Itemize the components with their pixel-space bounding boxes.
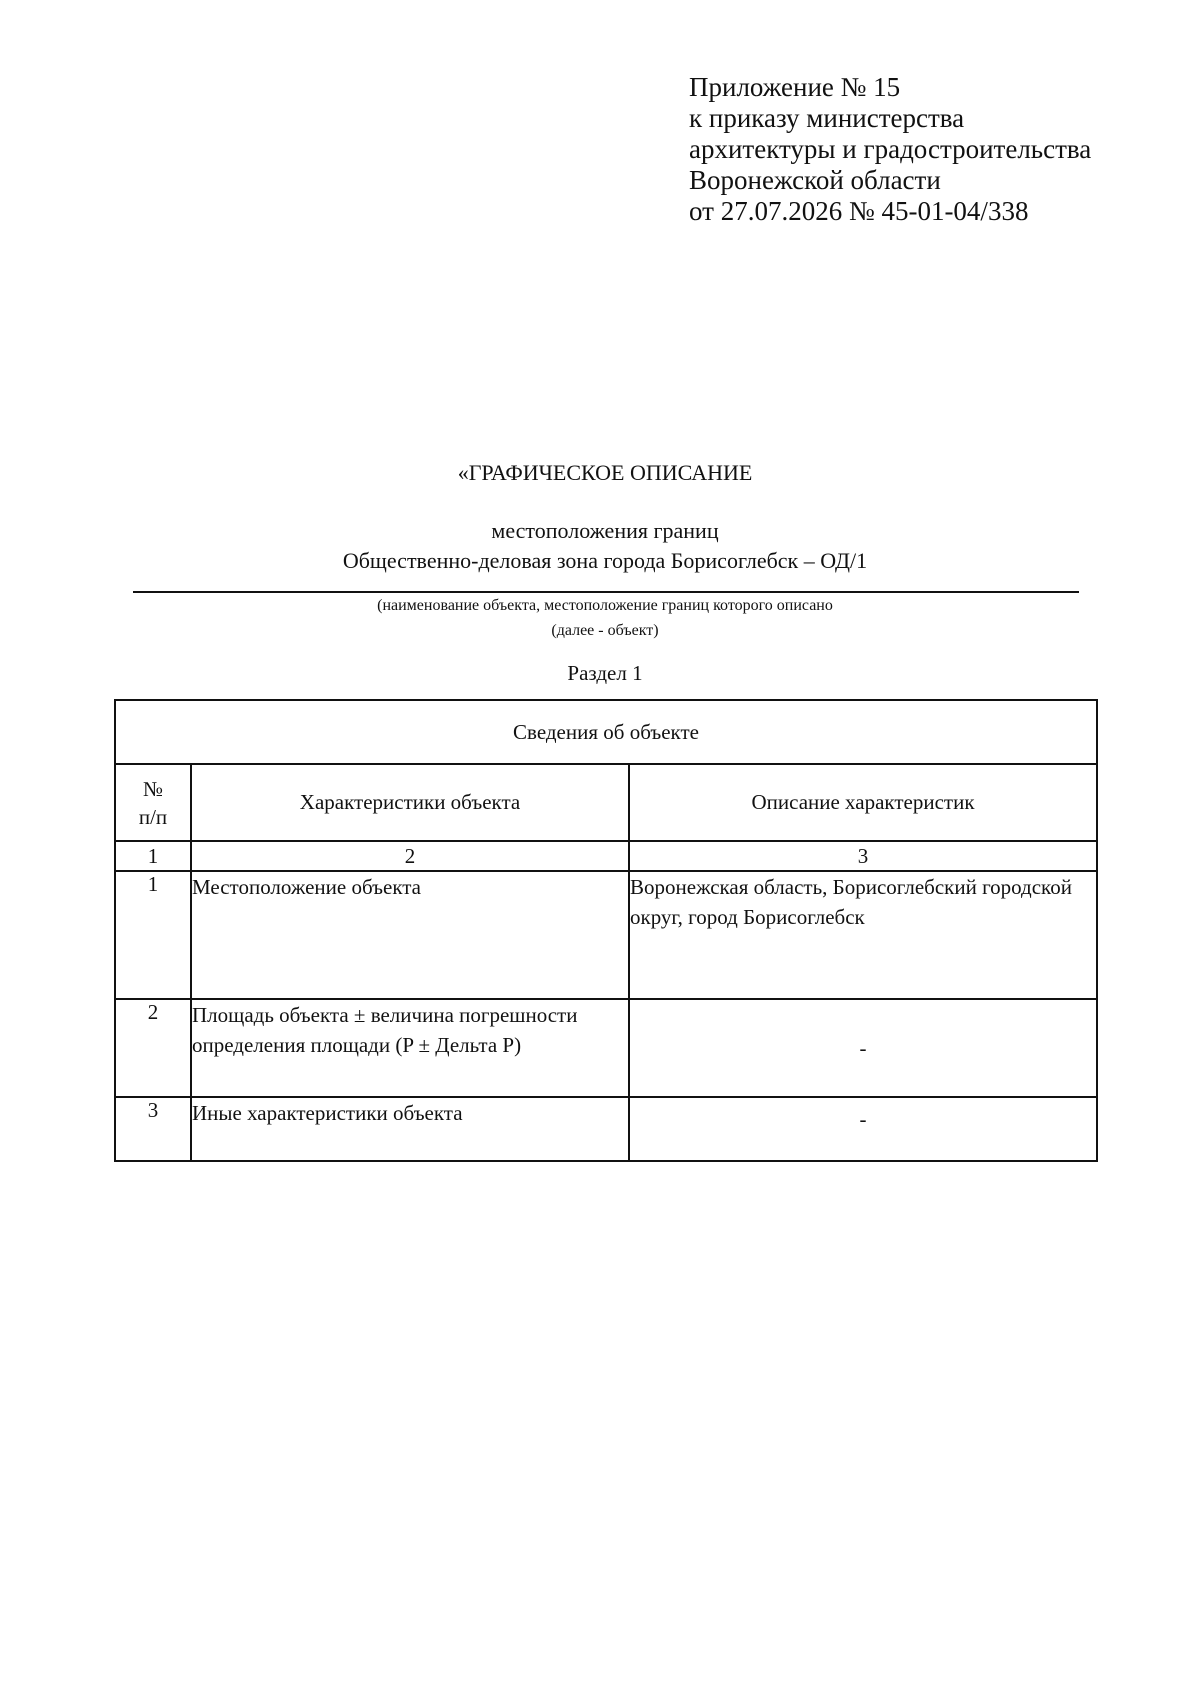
appendix-line: Приложение № 15 (689, 72, 901, 102)
appendix-block (689, 72, 1091, 227)
row-description: - (629, 1097, 1097, 1161)
section-heading: Раздел 1 (567, 661, 643, 685)
column-header-characteristic: Характеристики объекта (191, 764, 629, 841)
table-caption: Сведения об объекте (115, 700, 1097, 764)
document-title: «ГРАФИЧЕСКОЕ ОПИСАНИЕ (457, 460, 753, 485)
column-header-description: Описание характеристик (629, 764, 1097, 841)
appendix-line: Воронежской области (689, 165, 941, 195)
column-index: 1 (115, 841, 191, 871)
column-index: 3 (629, 841, 1097, 871)
row-characteristic: Местоположение объекта (191, 871, 629, 999)
appendix-line: от 27.07.2026 № 45-01-04/338 (689, 196, 1029, 226)
row-characteristic: Площадь объекта ± величина погрешности определения площади (P ± Дельта P) (191, 999, 629, 1097)
table-row (115, 871, 1097, 999)
column-header-number-text: № п/п (138, 776, 168, 829)
column-index-row (115, 841, 1097, 871)
document-subtitle: местоположения границ (491, 518, 719, 543)
underline-divider (133, 591, 1079, 593)
object-info-table (114, 699, 1098, 1162)
appendix-line: архитектуры и градостроительства (689, 134, 1092, 164)
column-header-number (115, 764, 191, 841)
row-characteristic: Иные характеристики объекта (191, 1097, 629, 1161)
appendix-line: к приказу министерства (689, 103, 965, 133)
table-row (115, 999, 1097, 1097)
object-name-note-cont: (далее - объект) (551, 622, 659, 639)
row-number: 3 (115, 1097, 191, 1161)
object-name: Общественно-деловая зона города Борисоглебск – ОД/1 (342, 548, 868, 573)
row-description: Воронежская область, Борисоглебский городской округ, город Борисоглебск (629, 871, 1097, 999)
row-description: - (629, 999, 1097, 1097)
row-number: 1 (115, 871, 191, 999)
table-caption-row (115, 700, 1097, 764)
column-index: 2 (191, 841, 629, 871)
table-header-row (115, 764, 1097, 841)
row-number: 2 (115, 999, 191, 1097)
object-name-note: (наименование объекта, местоположение границ которого описано (377, 597, 833, 614)
table-row (115, 1097, 1097, 1161)
